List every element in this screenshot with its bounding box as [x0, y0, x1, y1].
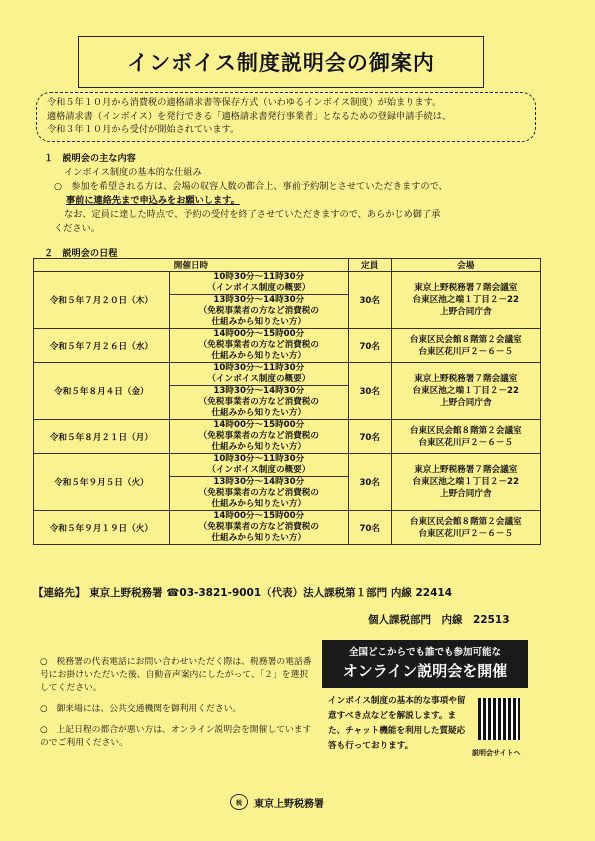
venue-line: 台東区花川戸２－６－５ — [418, 528, 514, 539]
slot-time: 13時30分～14時30分 — [213, 295, 305, 305]
col-header-venue: 会場 — [391, 259, 540, 272]
intro-box — [36, 92, 536, 142]
footer-name: 東京上野税務署 — [254, 798, 324, 810]
schedule-date: 令和５年８月２１日（月） — [34, 420, 170, 454]
schedule-capacity: 30名 — [348, 272, 391, 329]
page-title: インボイス制度説明会の御案内 — [127, 51, 435, 75]
intro-line: 適格請求書（インボイス）を発行できる「適格請求書発行事業者」となるための登録申請手続は、 — [47, 110, 452, 122]
schedule-capacity: 70名 — [348, 329, 391, 363]
section1-note2b: ください。 — [54, 223, 100, 234]
banner-main: オンライン説明会を開催 — [342, 662, 508, 680]
table-row — [34, 329, 541, 363]
slot-description: 仕組みから知りたい方） — [211, 408, 307, 418]
slot-description: （インボイス制度の概要） — [207, 283, 311, 293]
schedule-slot — [169, 272, 348, 295]
note-item: ○ 御来場には、公共交通機関を御利用ください。 — [40, 704, 242, 714]
section1-note2: なお、定員に達した時点で、予約の受付を終了させていただきますので、あらかじめ御了承 — [64, 209, 441, 220]
venue-line: 東京上野税務署７階会議室 — [414, 283, 518, 293]
schedule-venue — [391, 272, 540, 329]
venue-line: 台東区花川戸２－６－５ — [418, 437, 514, 448]
slot-description: 仕組みから知りたい方） — [211, 533, 307, 543]
schedule-date: 令和５年８月４日（金） — [34, 363, 170, 420]
slot-description: （免税事業者の方など消費税の — [198, 431, 319, 441]
venue-line: 台東区池之端１丁目２－22 — [412, 295, 520, 305]
slot-time: 13時30分～14時30分 — [213, 477, 305, 487]
schedule-venue — [391, 420, 540, 454]
venue-line: 上野合同庁舎 — [439, 307, 492, 317]
table-row — [34, 420, 541, 454]
slot-description: （インボイス制度の概要） — [207, 374, 311, 384]
title-box — [78, 36, 484, 88]
col-header-datetime: 開催日時 — [34, 259, 349, 272]
note-item: ○ 税務署の代表電話にお問い合わせいただく際は、税務署の電話番号にお掛けいただいた後、自動音声案内にしたがって、「２」を選択してください。 — [40, 657, 312, 693]
schedule-slot — [169, 454, 348, 477]
slot-description: 仕組みから知りたい方） — [211, 442, 307, 452]
schedule-capacity: 70名 — [348, 511, 391, 545]
schedule-date: 令和５年７月２６日（水） — [34, 329, 170, 363]
slot-time: 10時30分～11時30分 — [213, 272, 305, 282]
section-content — [44, 152, 544, 236]
section1-content: インボイス制度の基本的な仕組み — [64, 167, 202, 178]
intro-line: 令和３年１０月から受付が開始されています。 — [47, 124, 240, 135]
schedule-slot — [169, 477, 348, 511]
schedule-slot — [169, 295, 348, 329]
section1-heading: １ 説明会の主な内容 — [44, 153, 136, 164]
notes — [40, 656, 316, 758]
venue-line: 台東区民会館８階第２会議室 — [409, 516, 522, 527]
venue-line: 台東区民会館８階第２会議室 — [409, 334, 522, 345]
schedule-slot — [169, 420, 348, 454]
table-row — [34, 454, 541, 477]
slot-description: （免税事業者の方など消費税の — [198, 488, 319, 498]
venue-line: 台東区池之端１丁目２－22 — [412, 477, 520, 487]
contact-line-2: 個人課税部門 内線 22513 — [368, 614, 510, 626]
schedule-capacity: 30名 — [348, 363, 391, 420]
slot-time: 10時30分～11時30分 — [213, 363, 305, 373]
online-seminar-banner[interactable] — [322, 640, 528, 768]
schedule-venue — [391, 329, 540, 363]
col-header-capacity: 定員 — [348, 259, 391, 272]
schedule-date: 令和５年７月２０日（木） — [34, 272, 170, 329]
qr-label[interactable]: 説明会サイトへ — [472, 749, 521, 757]
table-row — [34, 363, 541, 386]
schedule-slot — [169, 511, 348, 545]
schedule-slot — [169, 363, 348, 386]
venue-line: 台東区池之端１丁目２－22 — [412, 386, 520, 396]
slot-description: （免税事業者の方など消費税の — [198, 306, 319, 316]
banner-sub: 全国どこからでも誰でも参加可能な — [349, 647, 501, 658]
tax-office-logo-icon: 税 — [230, 794, 248, 810]
schedule-slot — [169, 329, 348, 363]
venue-line: 東京上野税務署７階会議室 — [414, 374, 518, 384]
footer — [230, 794, 324, 810]
note-item: ○ 上記日程の都合が悪い方は、オンライン説明会を開催していますのでご利用ください。 — [40, 725, 312, 748]
table-row — [34, 272, 541, 295]
slot-time: 10時30分～11時30分 — [213, 454, 305, 464]
slot-time: 14時00分～15時00分 — [213, 329, 305, 339]
slot-description: （免税事業者の方など消費税の — [198, 397, 319, 407]
venue-line: 上野合同庁舎 — [439, 489, 492, 499]
slot-description: （インボイス制度の概要） — [207, 465, 311, 475]
table-row — [34, 511, 541, 545]
banner-header — [322, 640, 528, 688]
slot-description: 仕組みから知りたい方） — [211, 351, 307, 361]
section1-note-bold: 事前に連絡先まで申込みをお願いします。 — [66, 195, 240, 206]
venue-line: 東京上野税務署７階会議室 — [414, 465, 518, 475]
venue-line: 台東区花川戸２－６－５ — [418, 346, 514, 357]
section2-heading: ２ 説明会の日程 — [44, 248, 118, 259]
slot-time: 13時30分～14時30分 — [213, 386, 305, 396]
schedule-table — [33, 258, 541, 545]
qr-code[interactable] — [478, 698, 520, 740]
venue-line: 台東区民会館８階第２会議室 — [409, 425, 522, 436]
schedule-slot — [169, 386, 348, 420]
schedule-capacity: 30名 — [348, 454, 391, 511]
slot-time: 14時00分～15時00分 — [213, 420, 305, 430]
intro-line: 令和５年１０月から消費税の適格請求書等保存方式（いわゆるインボイス制度）が始まります。 — [47, 97, 442, 108]
slot-time: 14時00分～15時00分 — [213, 511, 305, 521]
slot-description: 仕組みから知りたい方） — [211, 317, 307, 327]
banner-body: インボイス制度の基本的な事項や留意すべき点などを解説します。また、チャット機能を利用した質疑応答も行っております。 — [328, 696, 466, 751]
section1-note: ○ 参加を希望される方は、会場の収容人数の都合上、事前予約制とさせていただきますので、 — [54, 181, 448, 192]
slot-description: （免税事業者の方など消費税の — [198, 522, 319, 532]
schedule-venue — [391, 363, 540, 420]
schedule-venue — [391, 454, 540, 511]
table-header-row — [34, 259, 541, 272]
slot-description: 仕組みから知りたい方） — [211, 499, 307, 509]
schedule-capacity: 70名 — [348, 420, 391, 454]
contact-line: 【連絡先】 東京上野税務署 ☎03-3821-9001（代表）法人課税第１部門 内線 22414 — [33, 587, 453, 599]
slot-description: （免税事業者の方など消費税の — [198, 340, 319, 350]
schedule-venue — [391, 511, 540, 545]
schedule-date: 令和５年９月５日（火） — [34, 454, 170, 511]
schedule-date: 令和５年９月１９日（火） — [34, 511, 170, 545]
venue-line: 上野合同庁舎 — [439, 398, 492, 408]
